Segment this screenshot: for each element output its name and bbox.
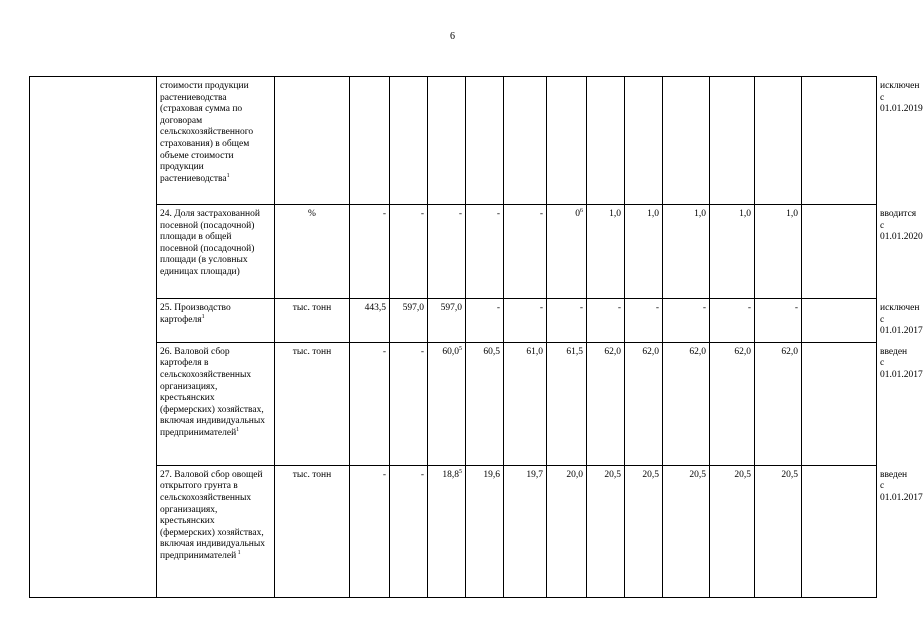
value-cell — [350, 299, 390, 343]
value-cell — [504, 299, 547, 343]
unit-cell: % — [275, 205, 350, 299]
unit-cell — [275, 77, 350, 205]
value-cell — [466, 299, 504, 343]
value-cell — [547, 77, 587, 205]
unit-cell: тыс. тонн — [275, 465, 350, 597]
indicator-name: 25. Производство картофеля — [160, 303, 231, 325]
value-text: - — [420, 469, 424, 480]
value-cell — [547, 299, 587, 343]
value-cell — [390, 465, 428, 597]
value-cell — [350, 205, 390, 299]
indicator-name: 24. Доля застрахованной посевной (посадочной) площади в общей посевной (посадочной) площади (в условных единицах площади) — [160, 209, 260, 277]
value-cell — [504, 77, 547, 205]
value-text: - — [539, 303, 543, 313]
value-text: - — [382, 469, 386, 480]
value-text: 18,8 — [442, 469, 459, 480]
value-cell — [625, 342, 663, 465]
value-cell — [428, 342, 466, 465]
value-text: 19,6 — [483, 469, 500, 480]
value-text: 0 — [575, 209, 580, 219]
value-cell — [710, 205, 755, 299]
value-text: 1,0 — [609, 209, 621, 219]
footnote-mark: 5 — [459, 345, 462, 352]
value-cell — [390, 205, 428, 299]
value-cell — [504, 205, 547, 299]
value-cell — [802, 299, 877, 343]
page-number: 6 — [450, 31, 455, 42]
value-cell — [802, 77, 877, 205]
value-text: 20,5 — [781, 469, 798, 480]
value-text: - — [496, 209, 500, 219]
value-cell — [390, 77, 428, 205]
value-cell — [587, 77, 625, 205]
indicator-name: 26. Валовой сбор картофеля в сельскохозяйственных организациях, крестьянских (фермерских) хозяйствах, включая индивидуальных предпринимателей — [160, 346, 266, 438]
footnote-mark: 1 — [226, 172, 230, 179]
value-cell — [625, 299, 663, 343]
value-text: 1,0 — [739, 209, 751, 219]
value-text: - — [747, 303, 751, 313]
value-cell — [466, 465, 504, 597]
value-text: - — [655, 303, 659, 313]
value-cell — [710, 342, 755, 465]
value-cell — [755, 77, 802, 205]
value-cell — [663, 205, 710, 299]
value-cell — [547, 342, 587, 465]
value-text: - — [420, 346, 424, 357]
value-cell — [466, 342, 504, 465]
value-text: - — [382, 346, 386, 357]
value-text: 20,5 — [689, 469, 706, 480]
value-text: 20,5 — [734, 469, 751, 480]
value-text: - — [382, 209, 386, 219]
footnote-mark: 1 — [236, 426, 240, 433]
value-cell — [755, 299, 802, 343]
value-cell — [504, 465, 547, 597]
value-text: 597,0 — [402, 303, 424, 313]
value-text: 1,0 — [786, 209, 798, 219]
value-cell — [710, 77, 755, 205]
indicator-name: 27. Валовой сбор овощей открытого грунта в сельскохозяйственных организациях, крестьянских (фермерских) хозяйствах, включая индивидуальных предпринимателей — [160, 469, 266, 561]
value-cell — [802, 342, 877, 465]
value-text: 20,0 — [566, 469, 583, 480]
value-cell — [663, 342, 710, 465]
footnote-mark: 6 — [580, 207, 583, 214]
footnote-mark: 1 — [201, 313, 205, 320]
value-cell — [587, 299, 625, 343]
value-cell — [390, 299, 428, 343]
value-cell — [390, 342, 428, 465]
table-row: 26. Валовой сбор картофеля в сельскохозяйственных организациях, крестьянских (фермерских) хозяйствах, включая индивидуальных предпринимателей$^1$ тыс. тонн - - 60,0$^5$ 60,5 61,0 61,5 62,0 62,0 62,0 62,0 62,0 введен с 01.01.2017 — [30, 342, 877, 465]
value-text: 19,7 — [526, 469, 543, 480]
value-text: 62,0 — [604, 346, 621, 357]
value-text: 20,5 — [642, 469, 659, 480]
value-cell — [428, 465, 466, 597]
table-row: 25. Производство картофеля$^1$ тыс. тонн 443,5 597,0 597,0 - - - - - - - - исключен с 01.01.2017 — [30, 299, 877, 343]
value-text: 62,0 — [689, 346, 706, 357]
value-text: 60,0 — [442, 346, 459, 357]
value-text: - — [420, 209, 424, 219]
indicator-name-cell — [157, 342, 275, 465]
indicator-name-cell — [157, 465, 275, 597]
value-cell — [663, 299, 710, 343]
indicator-name: стоимости продукции растениеводства (страховая сумма по договорам сельскохозяйственного страхования) в общем объеме стоимости продукции растениеводства — [160, 81, 254, 184]
indicator-name-cell — [157, 77, 275, 205]
value-text: 443,5 — [364, 303, 386, 313]
value-text: - — [458, 209, 462, 219]
value-text: - — [579, 303, 583, 313]
value-cell — [755, 205, 802, 299]
indicator-name-cell — [157, 299, 275, 343]
value-cell — [710, 299, 755, 343]
value-text: - — [794, 303, 798, 313]
value-cell — [350, 465, 390, 597]
value-cell — [625, 205, 663, 299]
value-text: 62,0 — [781, 346, 798, 357]
indicators-table — [29, 76, 923, 598]
value-cell — [663, 465, 710, 597]
value-cell — [587, 205, 625, 299]
value-text: 61,0 — [526, 346, 543, 357]
value-cell — [547, 205, 587, 299]
value-cell — [466, 205, 504, 299]
value-text: - — [702, 303, 706, 313]
value-cell — [428, 205, 466, 299]
value-cell — [587, 465, 625, 597]
value-cell — [663, 77, 710, 205]
value-text: 1,0 — [647, 209, 659, 219]
value-cell — [625, 77, 663, 205]
merged-left-cell — [30, 77, 157, 598]
table-row: 24. Доля застрахованной посевной (посадочной) площади в общей посевной (посадочной) площади (в условных единицах площади) % - - - - - $0^6$ 1,0 1,0 1,0 1,0 1,0 вводится с 01.01.2020 — [30, 205, 877, 299]
value-text: - — [496, 303, 500, 313]
value-cell — [755, 342, 802, 465]
footnote-mark: 1 — [236, 549, 241, 556]
value-text: 62,0 — [642, 346, 659, 357]
value-cell — [587, 342, 625, 465]
value-cell — [504, 342, 547, 465]
table-row: 27. Валовой сбор овощей открытого грунта в сельскохозяйственных организациях, крестьянских (фермерских) хозяйствах, включая индивидуальных предпринимателей $^1$ тыс. тонн - - 18,8$^5$ 19,6 19,7 20,0 20,5 20,5 20,5 20,5 20,5 введен с 01.01.2017 — [30, 465, 877, 597]
value-text: 62,0 — [734, 346, 751, 357]
value-cell — [710, 465, 755, 597]
value-text: - — [617, 303, 621, 313]
value-text: 61,5 — [566, 346, 583, 357]
value-cell — [428, 299, 466, 343]
value-cell — [547, 465, 587, 597]
value-cell — [466, 77, 504, 205]
value-text: 597,0 — [440, 303, 462, 313]
value-cell — [802, 465, 877, 597]
value-text: 60,5 — [483, 346, 500, 357]
unit-cell: тыс. тонн — [275, 299, 350, 343]
value-cell — [755, 465, 802, 597]
table-row: стоимости продукции растениеводства (страховая сумма по договорам сельскохозяйственного страхования) в общем объеме стоимости продукции растениеводства$^1$ исключен с 01.01.2019 — [30, 77, 877, 205]
value-text: 1,0 — [694, 209, 706, 219]
indicator-name-cell — [157, 205, 275, 299]
value-text: - — [539, 209, 543, 219]
unit-cell: тыс. тонн — [275, 342, 350, 465]
value-cell — [350, 77, 390, 205]
value-cell — [350, 342, 390, 465]
value-cell — [428, 77, 466, 205]
value-cell — [625, 465, 663, 597]
footnote-mark: 5 — [459, 468, 462, 475]
value-text: 20,5 — [604, 469, 621, 480]
value-cell — [802, 205, 877, 299]
